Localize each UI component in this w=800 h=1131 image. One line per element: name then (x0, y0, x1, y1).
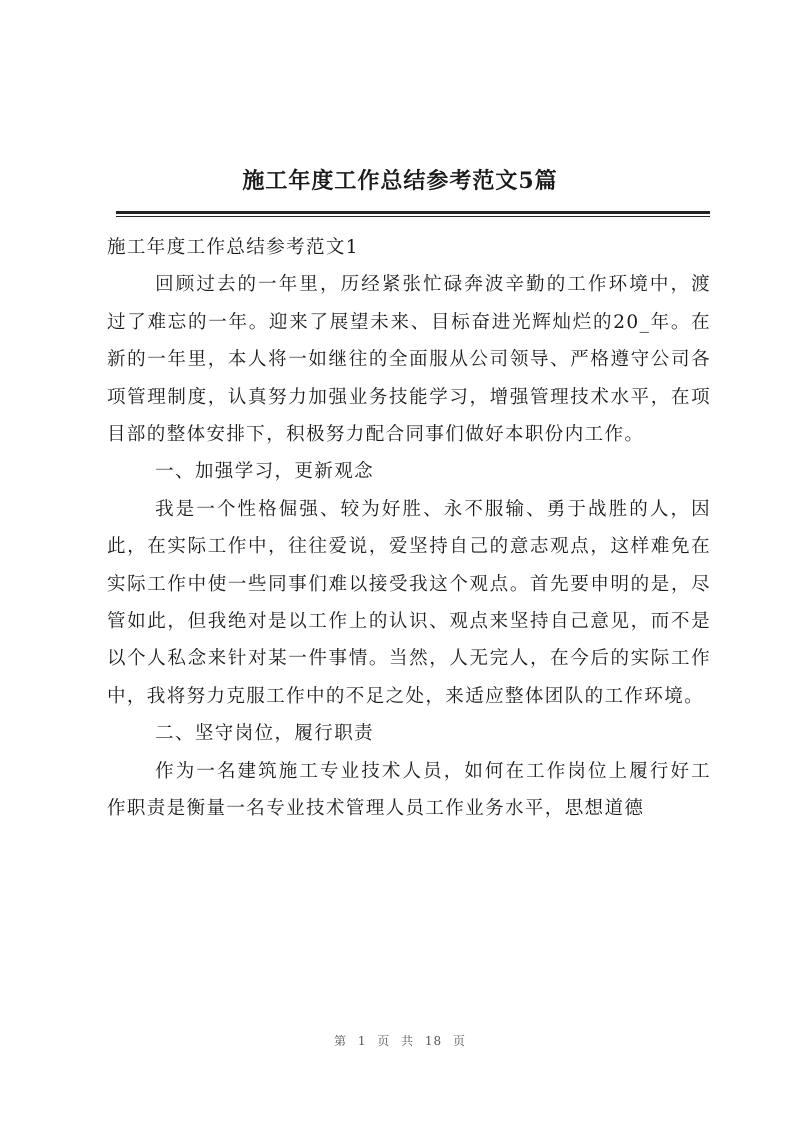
section-heading: 施工年度工作总结参考范文1 (107, 237, 359, 258)
document-body (107, 229, 711, 828)
body-paragraph: 回顾过去的一年里，历经紧张忙碌奔波辛勤的工作环境中，渡过了难忘的一年。迎来了展望未来、目标奋进光辉灿烂的20_年。在新的一年里，本人将一如继往的全面服从公司领导、严格遵守公司各项管理制度，认真努力加强业务技能学习，增强管理技术水平，在项目部的整体安排下，积极努力配合同事们做好本职份内工作。 (107, 274, 711, 446)
page-title: 施工年度工作总结参考范文5篇 (242, 168, 558, 194)
body-paragraph: 作为一名建筑施工专业技术人员，如何在工作岗位上履行好工作职责是衡量一名专业技术管理人员工作业务水平，思想道德 (107, 760, 711, 820)
body-paragraph: 我是一个性格倔强、较为好胜、永不服输、勇于战胜的人，因此，在实际工作中，往往爱说，爱坚持自己的意志观点，这样难免在实际工作中使一些同事们难以接受我这个观点。首先要申明的是，尽管如此，但我绝对是以工作上的认识、观点来坚持自己意见，而不是以个人私念来针对某一件事情。当然，人无完人，在今后的实际工作中，我将努力克服工作中的不足之处，来适应整体团队的工作环境。 (107, 498, 711, 707)
subsection-heading: 一、加强学习，更新观念 (155, 461, 374, 483)
title-divider (116, 211, 710, 214)
subsection-heading: 二、坚守岗位，履行职责 (155, 723, 374, 745)
page-number-footer: 第 1 页 共 18 页 (334, 1034, 466, 1048)
